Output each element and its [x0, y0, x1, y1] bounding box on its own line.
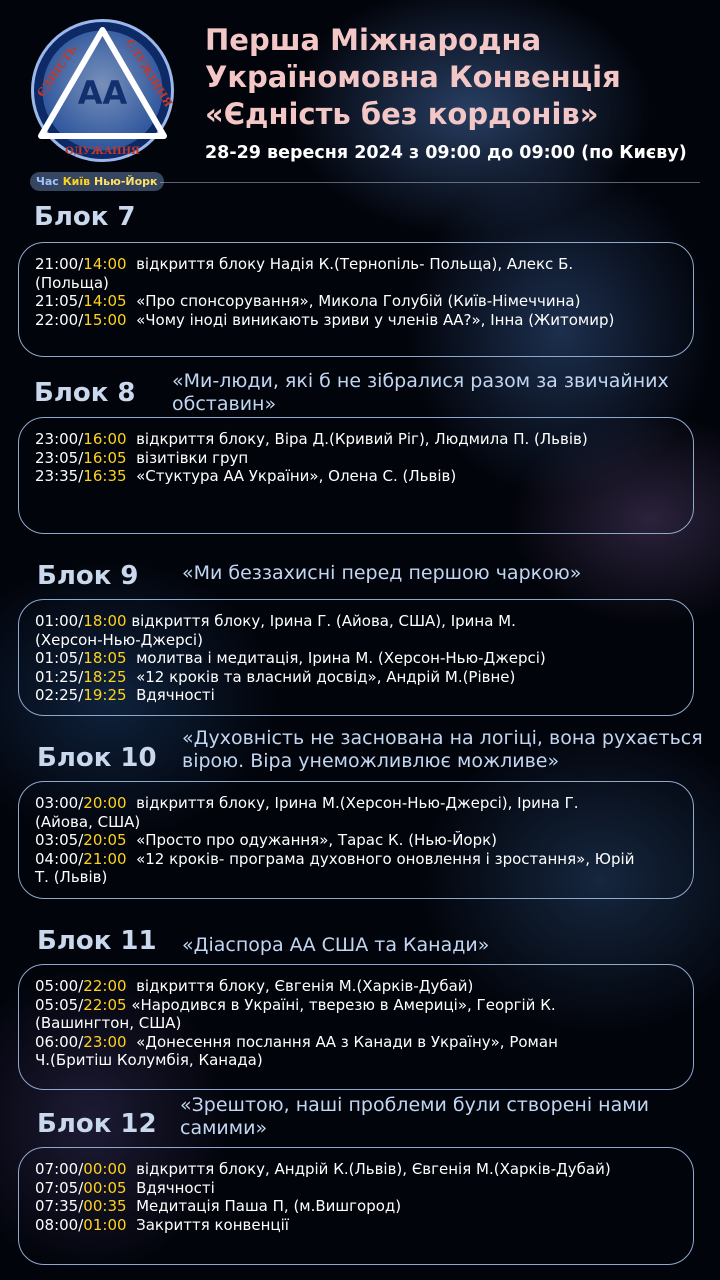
- block-10-title: Блок 10: [37, 743, 157, 773]
- block-8-quote: «Ми-люди, які б не зібралися разом за звичайних обставин»: [172, 370, 669, 415]
- logo-center-text: AA: [77, 74, 128, 112]
- timezone-legend: [30, 172, 164, 191]
- block-8-schedule: [18, 417, 694, 534]
- schedule-row: 23:05/16:05 візитівки груп: [35, 448, 249, 467]
- schedule-row: 05:00/22:00 відкриття блоку, Євгенія М.(Харків-Дубай): [35, 977, 474, 995]
- schedule-row: 23:00/16:00 відкриття блоку, Віра Д.(Кривий Ріг), Людмила П. (Львів): [35, 430, 588, 448]
- schedule-row: 04:00/21:00 «12 кроків- програма духовного оновлення і зростання», Юрій Т. (Львів): [35, 849, 635, 886]
- schedule-row: 07:05/00:05 Вдячності: [35, 1178, 215, 1197]
- logo-service-text: СЛУЖІННЯ: [122, 36, 175, 110]
- schedule-row: 23:35/16:35 «Стуктура АА України», Олена С. (Львів): [35, 467, 457, 485]
- block-10-quote: «Духовність не заснована на логіці, вона рухається вірою. Віра унеможливлює можливе»: [182, 727, 703, 772]
- tz-newyork: Нью-Йорк: [93, 175, 158, 188]
- block-11-quote: «Діаспора АА США та Канади»: [182, 934, 490, 956]
- logo-recovery-text: ОДУЖАННЯ: [65, 146, 140, 157]
- block-10-schedule: [18, 781, 694, 899]
- schedule-row: 03:00/20:00 відкриття блоку, Ірина М.(Херсон-Нью-Джерсі), Ірина Г. (Айова, США): [35, 794, 579, 831]
- schedule-row: 01:25/18:25 «12 кроків та власний досвід», Андрій М.(Рівне): [35, 667, 516, 686]
- aa-logo: [30, 18, 175, 163]
- event-dates: 28-29 вересня 2024 з 09:00 до 09:00 (по Києву): [205, 143, 687, 163]
- tz-label: Час: [36, 175, 59, 188]
- schedule-row: 21:00/14:00 відкриття блоку Надія К.(Тернопіль- Польща), Алекс Б. (Польща): [35, 255, 574, 292]
- tz-kyiv: Київ: [62, 175, 91, 188]
- schedule-row: 22:00/15:00 «Чому іноді виникають зриви у членів АА?», Інна (Житомир): [35, 310, 615, 329]
- block-7-title: Блок 7: [34, 202, 136, 232]
- schedule-row: 01:05/18:05 молитва і медитація, Ірина М. (Херсон-Нью-Джерсі): [35, 649, 546, 667]
- block-8-title: Блок 8: [34, 378, 136, 408]
- schedule-row: 02:25/19:25 Вдячності: [35, 686, 215, 704]
- schedule-row: 03:05/20:05 «Просто про одужання», Тарас К. (Нью-Йорк): [35, 831, 498, 849]
- block-9-schedule: [18, 599, 694, 716]
- block-12-title: Блок 12: [37, 1109, 157, 1139]
- schedule-row: 05:05/22:05 «Народився в Україні, тверезю в Америці», Георгій К. (Вашингтон, США): [35, 995, 556, 1032]
- title-line-2: Україномовна Конвенція: [205, 60, 621, 94]
- schedule-row: 07:00/00:00 відкриття блоку, Андрій К.(Львів), Євгенія М.(Харків-Дубай): [35, 1160, 611, 1178]
- title-line-3: «Єдність без кордонів»: [205, 97, 599, 131]
- schedule-row: 21:05/14:05 «Про спонсорування», Микола Голубій (Київ-Німеччина): [35, 292, 581, 310]
- schedule-row: 07:35/00:35 Медитація Паша П, (м.Вишгород): [35, 1197, 402, 1215]
- block-12-quote: «Зрештою, наші проблеми були створені нами самими»: [180, 1094, 649, 1139]
- block-9-title: Блок 9: [37, 561, 139, 591]
- block-11-title: Блок 11: [37, 926, 157, 956]
- title-line-1: Перша Міжнародна: [205, 23, 542, 57]
- schedule-row: 06:00/23:00 «Донесення послання АА з Канади в Україну», Роман Ч.(Бритіш Колумбія, Канада): [35, 1032, 558, 1069]
- block-7-schedule: [18, 242, 694, 357]
- header-divider: [160, 182, 700, 183]
- block-11-schedule: [18, 964, 694, 1090]
- schedule-row: 08:00/01:00 Закриття конвенції: [35, 1215, 289, 1234]
- schedule-row: 01:00/18:00 відкриття блоку, Ірина Г. (Айова, США), Ірина М. (Херсон-Нью-Джерсі): [35, 612, 516, 649]
- page-title: [205, 22, 621, 133]
- block-12-schedule: [18, 1147, 694, 1265]
- block-9-quote: «Ми беззахисні перед першою чаркою»: [182, 562, 582, 584]
- logo-unity-text: ЄДНІСТЬ: [34, 42, 80, 100]
